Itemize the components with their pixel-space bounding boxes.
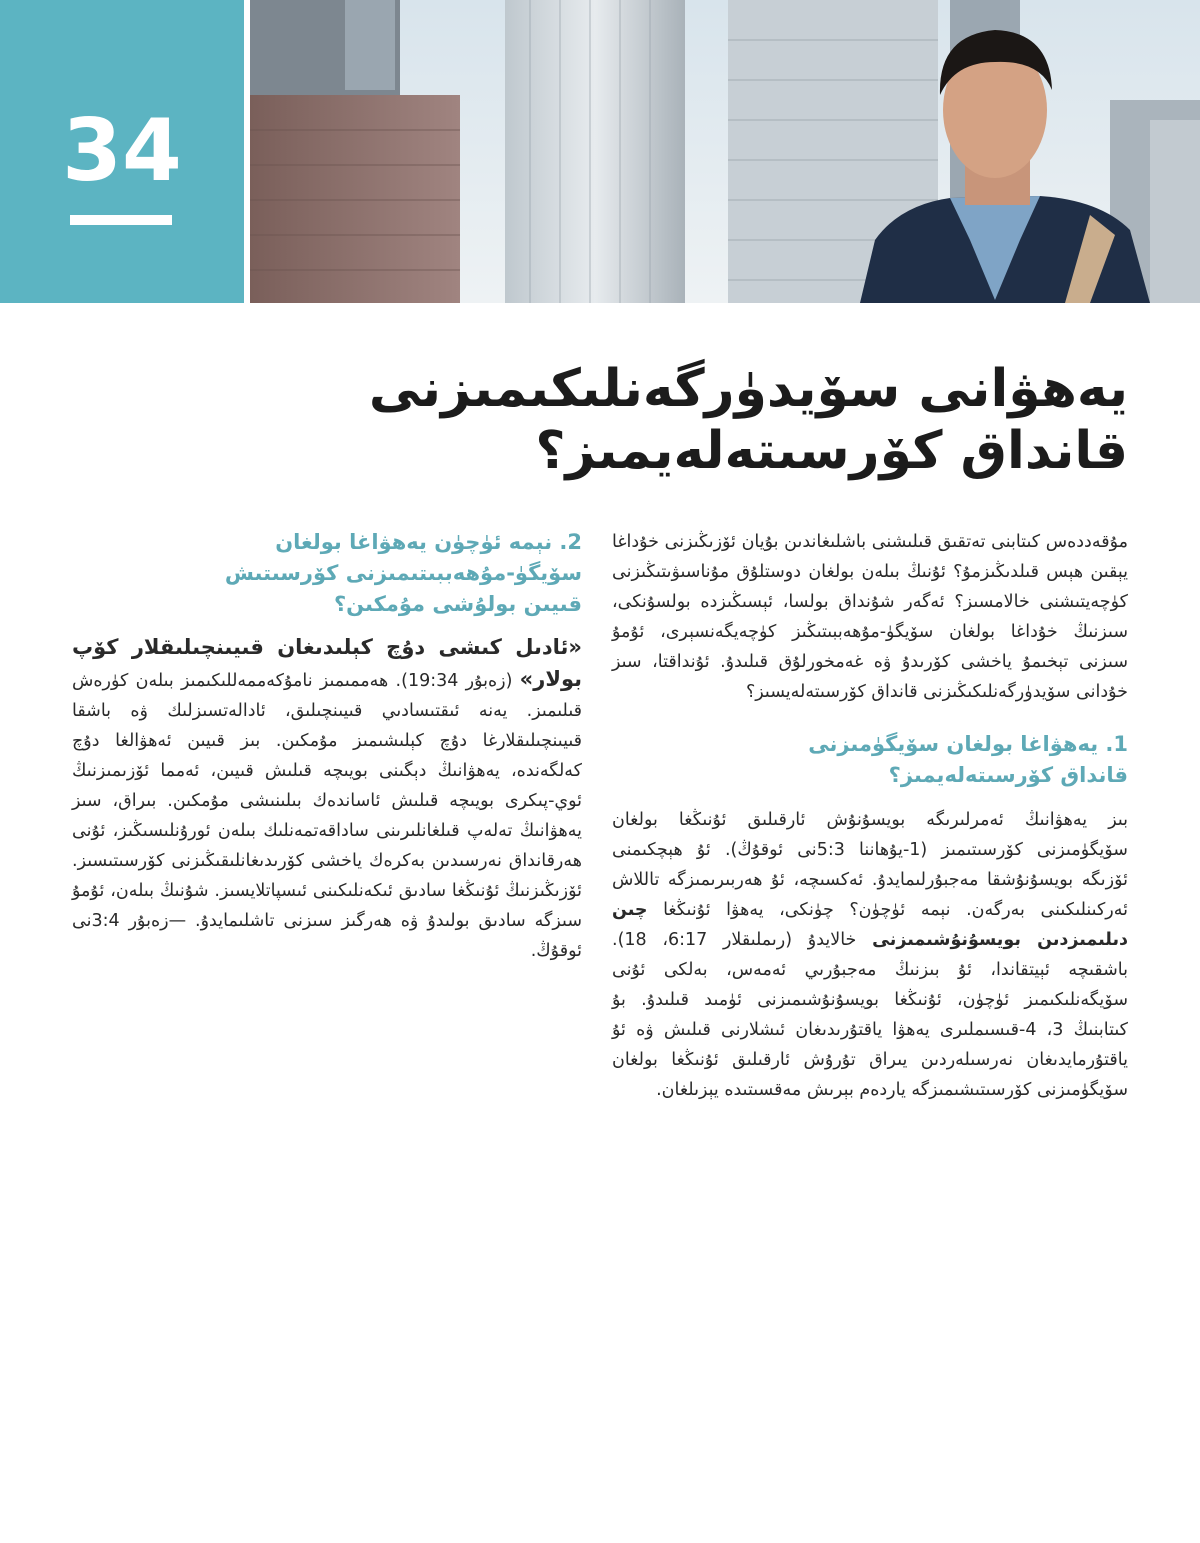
question-1-heading-line-1: 1. يەھۋاغا بولغان سۆيگۈمىزنى	[808, 732, 1128, 756]
question-2-paragraph	[72, 632, 582, 966]
question-1-heading	[612, 729, 1128, 791]
question-1-paragraph	[612, 805, 1128, 1105]
question-2-heading	[72, 527, 582, 620]
lesson-number: 34	[62, 101, 182, 201]
header-photo	[250, 0, 1200, 303]
lesson-number-underline	[70, 215, 172, 225]
lesson-number-box	[0, 0, 244, 303]
question-2-heading-line-1: 2. نېمە ئۈچۈن يەھۋاغا بولغان	[275, 530, 582, 554]
question-2-heading-line-2: سۆيگۈ-مۇھەببىتىمىزنى كۆرسىتىش	[224, 561, 582, 585]
question-1-text-part-2: خالايدۇ (رىملىقلار 6:17، 18). باشقىچە ئېيتقاندا، ئۇ بىزنىڭ مەجبۇرىي ئەمەس، بەلكى ئۇنى سۆيگەنلىكىمىز ئۈچۈن، ئۇنىڭغا بويسۇنۇشىمىزنى ئۈمىد قىلىدۇ. بۇ كىتابنىڭ 3، 4-قىسىملىرى يەھۋا ياقتۇرىدىغان ئىشلارنى قىلىش ۋە ئۇ ياقتۇرمايدىغان نەرسىلەردىن يىراق تۇرۇش ئارقىلىق ئۇنىڭغا بولغان سۆيگۈمىزنى كۆرسىتىشىمىزگە ياردەم بېرىش مەقسىتىدە يېزىلغان.	[612, 930, 1128, 1100]
question-1-text-part-1: بىز يەھۋانىڭ ئەمرلىرىگە بويسۇنۇش ئارقىلىق ئۇنىڭغا بولغان سۆيگۈمىزنى كۆرسىتىمىز (1-يۇھاننا 5:3نى ئوقۇڭ). ئۇ ھېچكىمنى ئۆزىگە بويسۇنۇشقا مەجبۇرلىمايدۇ. ئەكسىچە، ئۇ ھەربىرىمىزگە تاللاش ئەركىنلىكىنى بەرگەن. نېمە ئۈچۈن؟ چۈنكى، يەھۋا ئۇنىڭغا	[612, 810, 1128, 920]
question-2-heading-line-3: قىيىن بولۇشى مۇمكىن؟	[333, 592, 582, 616]
page-title	[228, 358, 1128, 482]
title-line-2: قانداق كۆرسىتەلەيمىز؟	[535, 421, 1128, 481]
question-1-bold-phrase: چىن دىلىمىزدىن بويسۇنۇشىمىزنى	[612, 900, 1128, 950]
header-banner	[0, 0, 1200, 303]
intro-paragraph: مۇقەددەس كىتابنى تەتقىق قىلىشنى باشلىغاندىن بۇيان ئۆزىڭىزنى خۇداغا يېقىن ھېس قىلدىڭىزمۇ؟ ئۇنىڭ بىلەن بولغان دوستلۇق مۇناسىۋىتىڭىزنى كۈچەيتىشنى خالامسىز؟ ئەگەر شۇنداق بولسا، ئېسىڭىزدە بولسۇنكى، سىزنىڭ خۇداغا بولغان سۆيگۈ-مۇھەببىتىڭىز كۈچەيگەنسېرى، ئۇمۇ سىزنى تېخىمۇ ياخشى كۆرىدۇ ۋە غەمخورلۇق قىلىدۇ. ئۇنداقتا، سىز خۇدانى سۆيدۈرگەنلىكىڭىزنى قانداق كۆرسىتەلەيسىز؟	[612, 532, 1128, 702]
right-column	[612, 527, 1128, 1105]
title-line-1: يەھۋانى سۆيدۈرگەنلىكىمىزنى	[368, 359, 1128, 419]
scripture-quote: «ئادىل كىشى دۇچ كېلىدىغان قىيىنچىلىقلار كۆپ بولار»	[72, 635, 583, 691]
left-column	[72, 527, 582, 966]
question-2-body: ھەممىمىز نامۇكەممەللىكىمىز بىلەن كۈرەش قىلىمىز. يەنە ئىقتىسادىي قىيىنچىلىق، ئادالەتسىزلىك ۋە باشقا قىيىنچىلىقلارغا دۇچ كېلىشىمىز مۇمكىن. بىز قىيىن ئەھۋالغا دۇچ كەلگەندە، يەھۋانىڭ دېگىنى بويىچە قىلىش قىيىن، ئەمما ئۆزىمىزنىڭ ئوي-پىكرى بويىچە قىلىش ئاساندەك بىلىنىشى مۇمكىن. بىراق، سىز يەھۋانىڭ تەلەپ قىلغانلىرىنى ساداقەتمەنلىك بىلەن ئورۇنلىسىڭىز، ئۇنى ھەرقانداق نەرسىدىن بەكرەك ياخشى كۆرىدىغانلىقىڭىزنى كۆرسىتىسىز. ئۆزىڭىزنىڭ ئۇنىڭغا سادىق ئىكەنلىكىنى ئىسپاتلايسىز. شۇنىڭ بىلەن، ئۇمۇ سىزگە سادىق بولىدۇ ۋە ھەرگىز سىزنى تاشلىمايدۇ. —زەبۇر 3:4نى ئوقۇڭ.	[72, 671, 582, 961]
scripture-reference: (زەبۇر 19:34).	[388, 671, 520, 691]
question-1-heading-line-2: قانداق كۆرسىتەلەيمىز؟	[888, 763, 1128, 787]
